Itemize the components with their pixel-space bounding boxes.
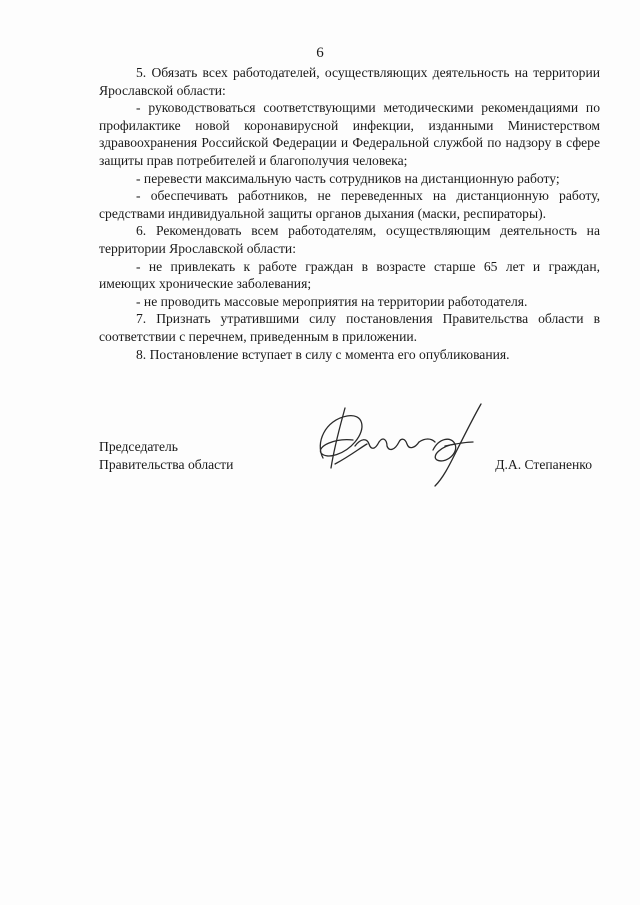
paragraph-7: 7. Признать утратившими силу постановления Правительства области в соответствии с перечнем, приведенным в приложении. <box>99 311 600 344</box>
signatory-title-line-1: Председатель <box>99 439 178 454</box>
signatory-name: Д.А. Степаненко <box>495 457 592 472</box>
paragraph-5-item-1: - руководствоваться соответствующими методическими рекомендациями по профилактике новой коронавирусной инфекции, изданными Министерством здравоохранения Российской Федерации и Федеральной службой по надзору в сфере защиты прав потребителей и благополучия человека; <box>99 100 600 168</box>
paragraph-5: 5. Обязать всех работодателей, осуществляющих деятельность на территории Ярославской области: <box>99 65 600 98</box>
paragraph-6: 6. Рекомендовать всем работодателям, осуществляющим деятельность на территории Ярославской области: <box>99 223 600 256</box>
paragraph-6-item-1: - не привлекать к работе граждан в возрасте старше 65 лет и граждан, имеющих хронические заболевания; <box>99 258 600 292</box>
paragraph-5-item-2: - перевести максимальную часть сотрудников на дистанционную работу; <box>136 170 560 186</box>
signatory-title-line-2: Правительства области <box>99 457 234 472</box>
document-body <box>99 64 600 363</box>
paragraph-6-item-2: - не проводить массовые мероприятия на территории работодателя. <box>136 293 528 309</box>
paragraph-5-item-3: - обеспечивать работников, не переведенных на дистанционную работу, средствами индивидуальной защиты органов дыхания (маски, респираторы). <box>99 188 600 221</box>
handwritten-signature <box>305 398 495 488</box>
page-number: 6 <box>316 45 324 61</box>
paragraph-8: 8. Постановление вступает в силу с момента его опубликования. <box>136 346 510 362</box>
